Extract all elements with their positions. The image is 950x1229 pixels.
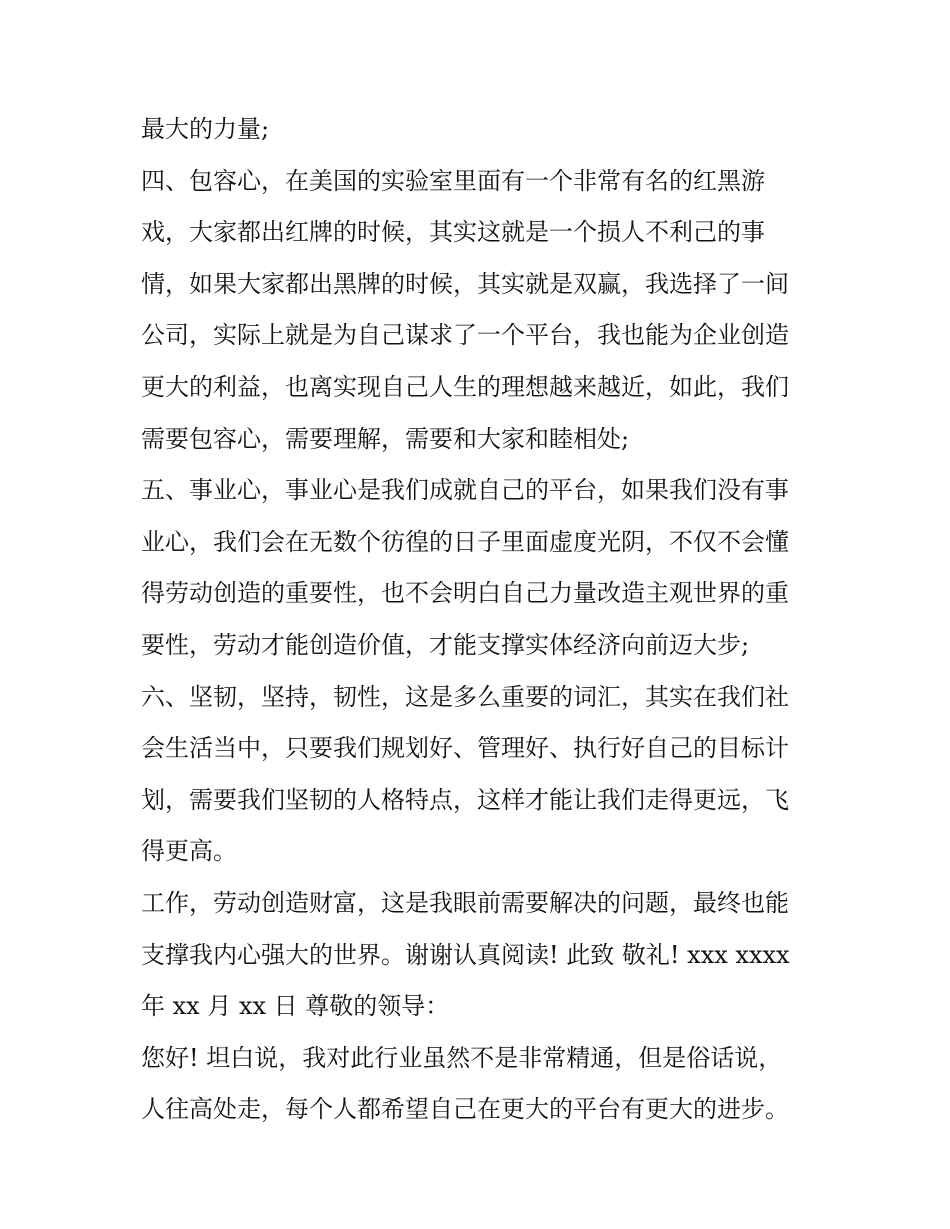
text-line: 得劳动创造的重要性，也不会明白自己力量改造主观世界的重 [141, 579, 789, 608]
text-line: 年 xx 月 xx 日 尊敬的领导： [141, 992, 450, 1021]
text-line: 人往高处走，每个人都希望自己在更大的平台有更大的进步。 [141, 1095, 789, 1124]
text-line: 四、包容心，在美国的实验室里面有一个非常有名的红黑游 [141, 166, 765, 195]
text-line: 五、事业心，事业心是我们成就自己的平台，如果我们没有事 [141, 476, 789, 505]
text-line: 划，需要我们坚韧的人格特点，这样才能让我们走得更远，飞 [141, 785, 789, 814]
text-line: 需要包容心，需要理解，需要和大家和睦相处; [141, 424, 630, 453]
text-line: 更大的利益，也离实现自己人生的理想越来越近，如此，我们 [141, 372, 789, 401]
text-line: 公司，实际上就是为自己谋求了一个平台，我也能为企业创造 [141, 321, 789, 350]
document-body [141, 107, 831, 1139]
text-line: 要性，劳动才能创造价值，才能支撑实体经济向前迈大步; [141, 630, 750, 659]
text-line: 情，如果大家都出黑牌的时候，其实就是双赢，我选择了一间 [141, 269, 789, 298]
text-line: 业心，我们会在无数个彷徨的日子里面虚度光阴，不仅不会懂 [141, 527, 789, 556]
text-line: 支撑我内心强大的世界。谢谢认真阅读! 此致 敬礼! xxx xxxx [141, 940, 790, 969]
text-line: 戏，大家都出红牌的时候，其实这就是一个损人不利己的事 [141, 218, 765, 247]
text-line: 您好! 坦白说，我对此行业虽然不是非常精通，但是俗话说， [141, 1043, 783, 1072]
text-line: 最大的力量; [141, 115, 270, 143]
text-line: 工作，劳动创造财富，这是我眼前需要解决的问题，最终也能 [141, 888, 789, 917]
text-line: 会生活当中，只要我们规划好、管理好、执行好自己的目标计 [141, 734, 789, 763]
text-line: 六、坚韧，坚持，韧性，这是多么重要的词汇，其实在我们社 [141, 682, 789, 711]
text-line: 得更高。 [141, 837, 237, 866]
